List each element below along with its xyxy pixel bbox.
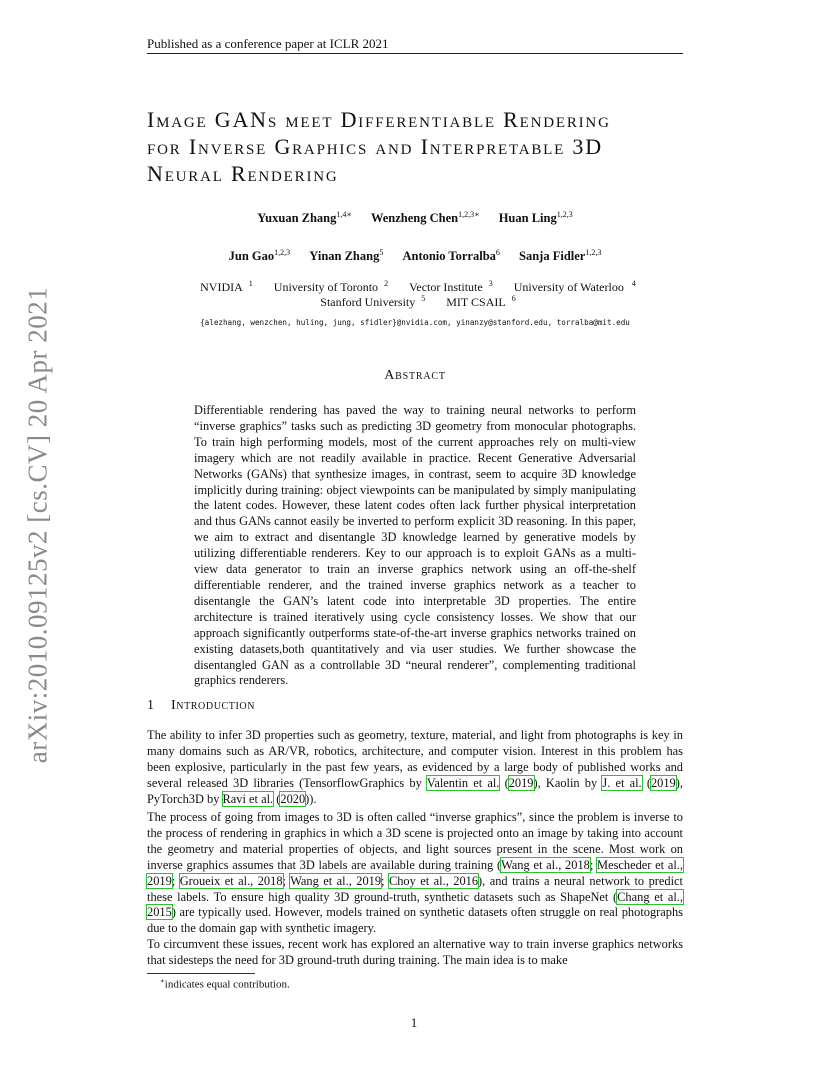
author: Sanja Fidler$^{1,2,3}$	[519, 248, 602, 264]
affiliation: Stanford University $^5$	[320, 294, 426, 309]
title-line-1: Image GANs meet Differentiable Rendering	[147, 107, 611, 132]
affiliation: University of Waterloo $^4$	[513, 279, 636, 294]
footnote-text: indicates equal contribution.	[164, 978, 290, 991]
intro-paragraph-1: The ability to infer 3D properties such as geometry, texture, material, and light from photographs is key in many domains such as AR/VR, robotics, architecture, and computer vision. Interest in this problem has been explosive, particularly in the past few years, as evidenced by a large body of published works and several released 3D libraries (TensorflowGraphics by Valentin et al. (2019), Kaolin by J. et al. (2019), PyTorch3D by Ravi et al. (2020)).	[147, 728, 683, 806]
citation-link[interactable]: Groueix et al., 2018	[179, 873, 283, 888]
title-line-2: for Inverse Graphics and Interpretable 3D	[147, 134, 603, 159]
footnote	[160, 977, 290, 991]
author: Yinan Zhang$^5$	[309, 248, 384, 264]
affiliation: University of Toronto $^2$	[273, 279, 389, 294]
citation-link[interactable]: 2019	[508, 775, 534, 790]
author: Huan Ling$^{1,2,3}$	[498, 210, 573, 226]
author-emails: {alezhang, wenzchen, huling, jung, sfidler}@nvidia.com, yinanzy@stanford.edu, torralba@mit.edu	[200, 318, 630, 327]
citation-link[interactable]: Choy et al., 2016	[388, 873, 479, 888]
intro-paragraph-3: To circumvent these issues, recent work has explored an alternative way to train inverse graphics networks that sidesteps the need for 3D ground-truth during training. The main idea is to make	[147, 937, 683, 967]
author: Antonio Torralba$^6$	[402, 248, 500, 264]
section-heading	[147, 698, 255, 714]
title-line-3: Neural Rendering	[147, 161, 339, 186]
author: Wenzheng Chen$^{1,2,3∗}$	[370, 210, 480, 226]
citation-link[interactable]: Mescheder et al., 2019	[147, 857, 683, 888]
affiliation-row-2	[147, 294, 683, 310]
affiliation: Vector Institute $^3$	[409, 279, 493, 294]
affiliation-row-1	[147, 279, 683, 295]
footnote-mark: ∗	[160, 977, 165, 985]
author: Yuxuan Zhang$^{1,4∗}$	[257, 210, 352, 226]
citation-link[interactable]: Chang et al., 2015	[147, 889, 684, 920]
citation-link[interactable]: J. et al.	[602, 775, 642, 790]
citation-link[interactable]: 2020	[280, 791, 306, 806]
arxiv-stamp	[8, 286, 68, 764]
author-row-1	[147, 210, 683, 226]
intro-paragraph-2: The process of going from images to 3D is often called “inverse graphics”, since the problem is inverse to the process of rendering in graphics in which a 3D scene is projected onto an image by taking into account the geometry and material properties of objects, and light sources present in the scene. Most work on inverse graphics assumes that 3D labels are available during training (Wang et al., 2018; Mescheder et al., 2019; Groueix et al., 2018; Wang et al., 2019; Choy et al., 2016), and trains a neural network to predict these labels. To ensure high quality 3D ground-truth, synthetic datasets such as ShapeNet (Chang et al., 2015) are typically used. However, models trained on synthetic datasets often struggle on real photographs due to the domain gap with synthetic imagery.	[147, 810, 684, 936]
page-number: 1	[410, 1015, 418, 1030]
affiliation: NVIDIA $^1$	[200, 279, 253, 294]
citation-link[interactable]: Ravi et al.	[222, 791, 274, 806]
arxiv-id: arXiv:2010.09125v2 [cs.CV] 20 Apr 2021	[22, 286, 53, 764]
abstract-heading: Abstract	[384, 368, 446, 383]
citation-link[interactable]: Wang et al., 2019	[290, 873, 382, 888]
abstract-body: Differentiable rendering has paved the way to training neural networks to perform “inverse graphics” tasks such as predicting 3D geometry from monocular photographs. To train high performing models, most of the current approaches rely on multi-view imagery which are not readily available in practice. Recent Generative Adversarial Networks (GANs) that synthesize images, in contrast, seem to acquire 3D knowledge implicitly during training: object viewpoints can be manipulated by simply manipulating the latent codes. However, these latent codes often lack further physical interpretation and thus GANs cannot easily be inverted to perform explicit 3D reasoning. In this paper, we aim to extract and disentangle 3D knowledge learned by generative models by utilizing differentiable renderers. Key to our approach is to exploit GANs as a multi-view data generator to train an inverse graphics network using an off-the-shelf differentiable renderer, and the trained inverse graphics network as a teacher to disentangle the GAN’s latent code into interpretable 3D properties. The entire architecture is trained iteratively using cycle consistency losses. We show that our approach significantly outperforms state-of-the-art inverse graphics networks trained on existing datasets,both quantitatively and via user studies. We further showcase the disentangled GAN as a controllable 3D “neural renderer”, complementing traditional graphics renderers.	[194, 403, 636, 688]
citation-link[interactable]: Valentin et al.	[426, 775, 500, 790]
author-row-2	[147, 248, 683, 264]
section-title: Introduction	[171, 698, 256, 713]
affiliation: MIT CSAIL $^6$	[446, 294, 516, 309]
running-header: Published as a conference paper at ICLR 2021	[147, 36, 389, 51]
author: Jun Gao$^{1,2,3}$	[228, 248, 291, 264]
header-rule	[147, 53, 683, 54]
section-number: 1	[147, 698, 154, 713]
paper-title	[147, 106, 707, 187]
citation-link[interactable]: 2019	[650, 775, 676, 790]
citation-link[interactable]: Wang et al., 2018	[501, 857, 590, 872]
footnote-rule	[147, 973, 255, 974]
